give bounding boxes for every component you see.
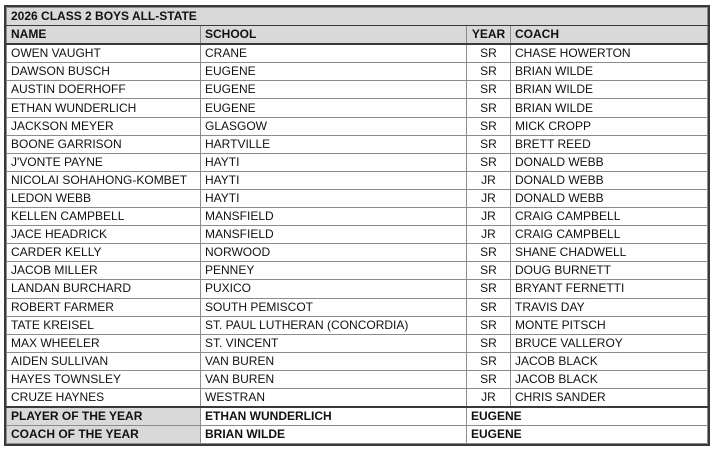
year-cell: SR xyxy=(467,334,511,352)
school-cell: CRANE xyxy=(201,44,467,63)
school-cell: EUGENE xyxy=(201,81,467,99)
year-cell: SR xyxy=(467,370,511,388)
player-name-cell: KELLEN CAMPBELL xyxy=(7,208,201,226)
school-cell: EUGENE xyxy=(201,63,467,81)
table-row xyxy=(7,153,708,171)
player-name-cell: ROBERT FARMER xyxy=(7,298,201,316)
coach-cell: CRAIG CAMPBELL xyxy=(511,208,708,226)
school-cell: HAYTI xyxy=(201,153,467,171)
table-row xyxy=(7,117,708,135)
table-title: 2026 CLASS 2 BOYS ALL-STATE xyxy=(7,8,708,26)
player-name-cell: HAYES TOWNSLEY xyxy=(7,370,201,388)
table-row xyxy=(7,81,708,99)
year-cell: JR xyxy=(467,226,511,244)
school-cell: VAN BUREN xyxy=(201,352,467,370)
table-row xyxy=(7,370,708,388)
coach-cell: JACOB BLACK xyxy=(511,352,708,370)
coach-cell: DONALD WEBB xyxy=(511,153,708,171)
coach-cell: DONALD WEBB xyxy=(511,171,708,189)
school-cell: NORWOOD xyxy=(201,244,467,262)
player-name-cell: NICOLAI SOHAHONG-KOMBET xyxy=(7,171,201,189)
table-row xyxy=(7,298,708,316)
table-row xyxy=(7,63,708,81)
award-winner-name: BRIAN WILDE xyxy=(201,426,467,444)
year-cell: JR xyxy=(467,388,511,407)
year-cell: SR xyxy=(467,44,511,63)
table-row xyxy=(7,316,708,334)
award-label: COACH OF THE YEAR xyxy=(7,426,201,444)
coach-cell: MICK CROPP xyxy=(511,117,708,135)
player-name-cell: DAWSON BUSCH xyxy=(7,63,201,81)
award-row xyxy=(7,426,708,444)
player-name-cell: MAX WHEELER xyxy=(7,334,201,352)
award-school: EUGENE xyxy=(467,426,708,444)
award-row xyxy=(7,407,708,426)
all-state-sheet xyxy=(4,5,710,446)
player-name-cell: ETHAN WUNDERLICH xyxy=(7,99,201,117)
year-cell: SR xyxy=(467,244,511,262)
award-school: EUGENE xyxy=(467,407,708,426)
school-cell: ST. PAUL LUTHERAN (CONCORDIA) xyxy=(201,316,467,334)
player-name-cell: BOONE GARRISON xyxy=(7,135,201,153)
coach-cell: BRIAN WILDE xyxy=(511,99,708,117)
table-row xyxy=(7,99,708,117)
table-row xyxy=(7,135,708,153)
coach-cell: CRAIG CAMPBELL xyxy=(511,226,708,244)
school-cell: HAYTI xyxy=(201,171,467,189)
table-row xyxy=(7,189,708,207)
coach-cell: TRAVIS DAY xyxy=(511,298,708,316)
player-name-cell: CRUZE HAYNES xyxy=(7,388,201,407)
player-name-cell: JACKSON MEYER xyxy=(7,117,201,135)
year-cell: SR xyxy=(467,298,511,316)
coach-cell: BRIAN WILDE xyxy=(511,81,708,99)
coach-cell: BRETT REED xyxy=(511,135,708,153)
year-cell: SR xyxy=(467,117,511,135)
year-cell: SR xyxy=(467,153,511,171)
school-cell: ST. VINCENT xyxy=(201,334,467,352)
player-name-cell: LANDAN BURCHARD xyxy=(7,280,201,298)
player-name-cell: OWEN VAUGHT xyxy=(7,44,201,63)
school-cell: MANSFIELD xyxy=(201,208,467,226)
table-row xyxy=(7,262,708,280)
school-cell: HAYTI xyxy=(201,189,467,207)
player-name-cell: JACE HEADRICK xyxy=(7,226,201,244)
table-row xyxy=(7,44,708,63)
header-school: SCHOOL xyxy=(201,26,467,45)
player-name-cell: AIDEN SULLIVAN xyxy=(7,352,201,370)
school-cell: PUXICO xyxy=(201,280,467,298)
player-name-cell: JACOB MILLER xyxy=(7,262,201,280)
table-row xyxy=(7,171,708,189)
table-row xyxy=(7,388,708,407)
table-row xyxy=(7,244,708,262)
year-cell: SR xyxy=(467,280,511,298)
coach-cell: CHASE HOWERTON xyxy=(511,44,708,63)
school-cell: MANSFIELD xyxy=(201,226,467,244)
year-cell: SR xyxy=(467,316,511,334)
coach-cell: DONALD WEBB xyxy=(511,189,708,207)
coach-cell: BRIAN WILDE xyxy=(511,63,708,81)
header-name: NAME xyxy=(7,26,201,45)
school-cell: GLASGOW xyxy=(201,117,467,135)
title-row xyxy=(7,8,708,26)
coach-cell: BRYANT FERNETTI xyxy=(511,280,708,298)
school-cell: WESTRAN xyxy=(201,388,467,407)
header-coach: COACH xyxy=(511,26,708,45)
year-cell: SR xyxy=(467,63,511,81)
award-winner-name: ETHAN WUNDERLICH xyxy=(201,407,467,426)
coach-cell: DOUG BURNETT xyxy=(511,262,708,280)
award-label: PLAYER OF THE YEAR xyxy=(7,407,201,426)
player-name-cell: J'VONTE PAYNE xyxy=(7,153,201,171)
header-year: YEAR xyxy=(467,26,511,45)
year-cell: SR xyxy=(467,135,511,153)
year-cell: SR xyxy=(467,81,511,99)
coach-cell: MONTE PITSCH xyxy=(511,316,708,334)
year-cell: JR xyxy=(467,171,511,189)
table-row xyxy=(7,226,708,244)
school-cell: PENNEY xyxy=(201,262,467,280)
player-name-cell: LEDON WEBB xyxy=(7,189,201,207)
table-row xyxy=(7,352,708,370)
coach-cell: BRUCE VALLEROY xyxy=(511,334,708,352)
table-row xyxy=(7,280,708,298)
table-row xyxy=(7,208,708,226)
year-cell: SR xyxy=(467,99,511,117)
coach-cell: SHANE CHADWELL xyxy=(511,244,708,262)
player-name-cell: CARDER KELLY xyxy=(7,244,201,262)
school-cell: SOUTH PEMISCOT xyxy=(201,298,467,316)
coach-cell: CHRIS SANDER xyxy=(511,388,708,407)
year-cell: JR xyxy=(467,189,511,207)
player-name-cell: TATE KREISEL xyxy=(7,316,201,334)
school-cell: EUGENE xyxy=(201,99,467,117)
coach-cell: JACOB BLACK xyxy=(511,370,708,388)
header-row xyxy=(7,26,708,45)
year-cell: SR xyxy=(467,352,511,370)
player-name-cell: AUSTIN DOERHOFF xyxy=(7,81,201,99)
year-cell: SR xyxy=(467,262,511,280)
school-cell: VAN BUREN xyxy=(201,370,467,388)
table-row xyxy=(7,334,708,352)
year-cell: JR xyxy=(467,208,511,226)
school-cell: HARTVILLE xyxy=(201,135,467,153)
all-state-table xyxy=(6,7,708,444)
